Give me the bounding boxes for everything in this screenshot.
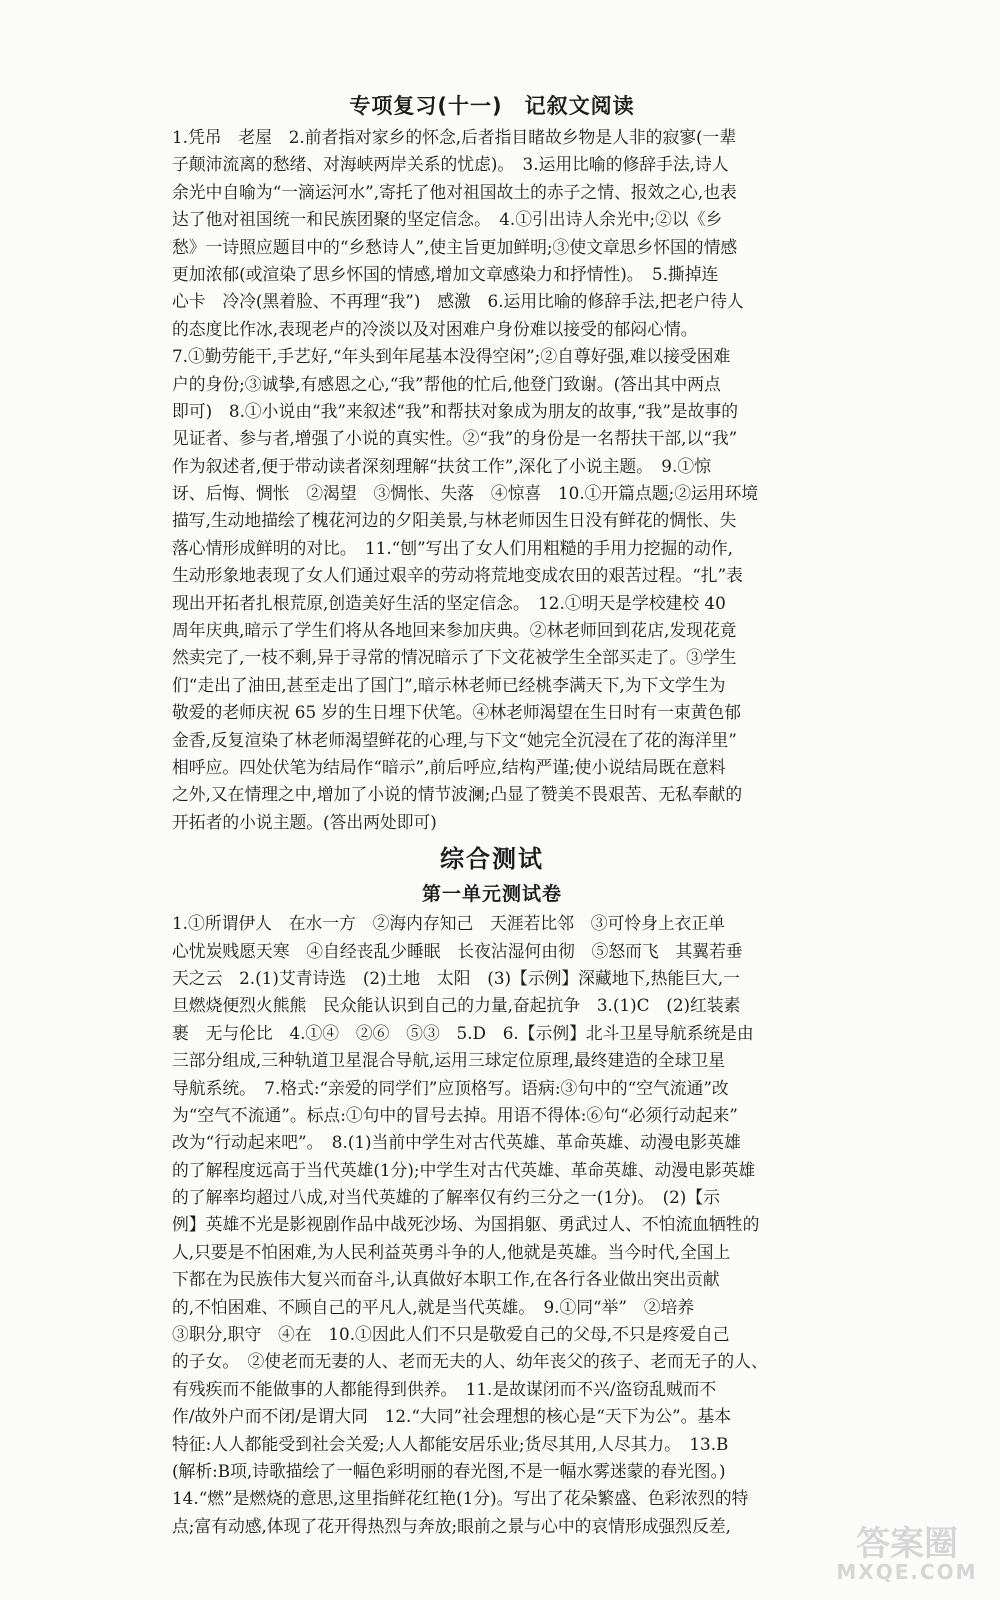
answer-line: 的了解程度远高于当代英雄(1分);中学生对古代英雄、革命英雄、动漫电影英雄 (172, 1159, 756, 1180)
answer-line: 有残疾而不能做事的人都能得到供养。 11.是故谋闭而不兴/盗窃乱贼而不 (172, 1378, 717, 1399)
answer-line: 的子女。 ②使老而无妻的人、老而无夫的人、幼年丧父的孩子、老而无子的人、 (172, 1351, 768, 1372)
answer-line: 见证者、参与者,增强了小说的真实性。②“我”的身份是一名帮扶干部,以“我” (172, 428, 738, 449)
watermark-cn: 答案圈 (856, 1524, 958, 1564)
answer-line: 敬爱的老师庆祝 65 岁的生日埋下伏笔。④林老师渴望在生日时有一束黄色郁 (172, 702, 742, 723)
answer-line: 然卖完了,一枝不剩,异于寻常的情况暗示了下文花被学生全部买走了。③学生 (172, 647, 737, 668)
answer-line: 户的身份;③诚挚,有感恩之心,“我”帮他的忙后,他登门致谢。(答出其中两点 (172, 373, 721, 394)
answer-line: 们“走出了油田,甚至走出了国门”,暗示林老师已经桃李满天下,为下文学生为 (172, 674, 726, 695)
answer-line: 点;富有动感,体现了花开得热烈与奔放;眼前之景与心中的哀情形成强烈反差, (172, 1515, 731, 1536)
answer-line: 裹 无与伦比 4.①④ ②⑥ ⑤③ 5.D 6.【示例】北斗卫星导航系统是由 (172, 1022, 754, 1043)
answer-line: 1.凭吊 老屋 2.前者指对家乡的怀念,后者指目睹故乡物是人非的寂寥(一辈 (172, 127, 737, 147)
answer-line: 达了他对祖国统一和民族团聚的坚定信念。 4.①引出诗人余光中;②以《乡 (172, 209, 723, 230)
section2-body (172, 910, 812, 1540)
answer-line: 的,不怕困难、不顾自己的平凡人,就是当代英雄。 9.①同“举” ②培养 (172, 1296, 695, 1317)
answer-line: 的了解率均超过八成,对当代英雄的了解率仅有约三分之一(1分)。 (2)【示 (172, 1187, 720, 1208)
answer-line: 1.①所谓伊人 在水一方 ②海内存知己 天涯若比邻 ③可怜身上衣正单 (172, 913, 726, 934)
answer-line: 周年庆典,暗示了学生们将从各地回来参加庆典。②林老师回到花店,发现花竟 (172, 620, 737, 641)
answer-line: 心卡 冷冷(黑着脸、不再理“我”) 感激 6.运用比喻的修辞手法,把老户待人 (172, 291, 744, 312)
answer-line: 余光中自喻为“一滴运河水”,寄托了他对祖国故土的赤子之情、报效之心,也表 (172, 181, 737, 202)
answer-line: (解析:B项,诗歌描绘了一幅色彩明丽的春光图,不是一幅水雾迷蒙的春光图。) (172, 1460, 726, 1481)
answer-line: 导航系统。 7.格式:“亲爱的同学们”应顶格写。语病:③句中的“空气流通”改 (172, 1077, 729, 1098)
answer-line: 作为叙述者,便于带动读者深刻理解“扶贫工作”,深化了小说主题。 9.①惊 (172, 455, 711, 476)
answer-line: 现出开拓者扎根荒原,创造美好生活的坚定信念。 12.①明天是学校建校 40 (172, 592, 726, 613)
answer-line: 更加浓郁(或渲染了思乡怀国的情感,增加文章感染力和抒情性)。 5.撕掉连 (172, 263, 719, 284)
answer-line: 心忧炭贱愿天寒 ④自经丧乱少睡眠 长夜沾湿何由彻 ⑤怒而飞 其翼若垂 (172, 940, 743, 961)
answer-line: 天之云 2.(1)艾青诗选 (2)土地 太阳 (3)【示例】深藏地下,热能巨大,一 (172, 967, 740, 988)
answer-line: 的态度比作冰,表现老卢的冷淡以及对困难户身份难以接受的郁闷心情。 (172, 318, 698, 339)
answer-page (172, 88, 812, 1540)
answer-line: 作/故外户而不闭/是谓大同 12.“大同”社会理想的核心是“天下为公”。基本 (172, 1406, 731, 1427)
answer-line: 14.“燃”是燃烧的意思,这里指鲜花红艳(1分)。写出了花朵繁盛、色彩浓烈的特 (172, 1488, 749, 1509)
section-title-review-11: 专项复习(十一) 记叙文阅读 (349, 94, 635, 118)
answer-line: 之外,又在情理之中,增加了小说的情节波澜;凸显了赞美不畏艰苦、无私奉献的 (172, 784, 743, 805)
answer-line: ③职分,职守 ④在 10.①因此人们不只是敬爱自己的父母,不只是疼爱自己 (172, 1324, 730, 1345)
answer-line: 为“空气不流通”。标点:①句中的冒号去掉。用语不得体:⑥句“必须行动起来” (172, 1104, 738, 1125)
answer-line: 7.①勤劳能干,手艺好,“年头到年尾基本没得空闲”;②自尊好强,难以接受困难 (172, 346, 731, 367)
answer-line: 改为“行动起来吧”。 8.(1)当前中学生对古代英雄、革命英雄、动漫电影英雄 (172, 1132, 741, 1153)
answer-line: 愁》一诗照应题目中的“乡愁诗人”,使主旨更加鲜明;③使文章思乡怀国的情感 (172, 236, 738, 257)
answer-line: 特征:人人都能受到社会关爱;人人都能安居乐业;货尽其用,人尽其力。 13.B (172, 1433, 729, 1454)
site-watermark (822, 1516, 992, 1594)
answer-line: 开拓者的小说主题。(答出两处即可) (172, 811, 437, 832)
answer-line: 描写,生动地描绘了槐花河边的夕阳美景,与林老师因生日没有鲜花的惆怅、失 (172, 510, 737, 531)
answer-line: 子颠沛流离的愁绪、对海峡两岸关系的忧虑)。 3.运用比喻的修辞手法,诗人 (172, 154, 729, 175)
answer-line: 旦燃烧便烈火熊熊 民众能认识到自己的力量,奋起抗争 3.(1)C (2)红装素 (172, 995, 741, 1016)
answer-line: 讶、后悔、惆怅 ②渴望 ③惆怅、失落 ④惊喜 10.①开篇点题;②运用环境 (172, 483, 759, 504)
answer-line: 例】英雄不光是影视剧作品中战死沙场、为国捐躯、勇武过人、不怕流血牺牲的 (172, 1214, 760, 1235)
section1-body (172, 124, 812, 836)
answer-line: 生动形象地表现了女人们通过艰辛的劳动将荒地变成农田的艰苦过程。“扎”表 (172, 565, 743, 586)
watermark-en: MXQE.COM (836, 1560, 978, 1584)
answer-line: 相呼应。四处伏笔为结局作“暗示”,前后呼应,结构严谨;使小说结局既在意料 (172, 756, 726, 777)
answer-line: 金香,反复渲染了林老师渴望鲜花的心理,与下文“她完全沉浸在了花的海洋里” (172, 729, 737, 750)
answer-line: 三部分组成,三种轨道卫星混合导航,运用三球定位原理,最终建造的全球卫星 (172, 1050, 726, 1071)
answer-line: 即可) 8.①小说由“我”来叙述“我”和帮扶对象成为朋友的故事,“我”是故事的 (172, 400, 739, 421)
answer-line: 落心情形成鲜明的对比。 11.“刨”写出了女人们用粗糙的手用力挖掘的动作, (172, 537, 734, 558)
unit1-test-title: 第一单元测试卷 (421, 883, 562, 906)
comprehensive-test-title: 综合测试 (440, 845, 544, 874)
answer-line: 下都在为民族伟大复兴而奋斗,认真做好本职工作,在各行各业做出突出贡献 (172, 1269, 720, 1290)
answer-line: 人,只要是不怕困难,为人民利益英勇斗争的人,他就是英雄。当今时代,全国上 (172, 1241, 731, 1262)
